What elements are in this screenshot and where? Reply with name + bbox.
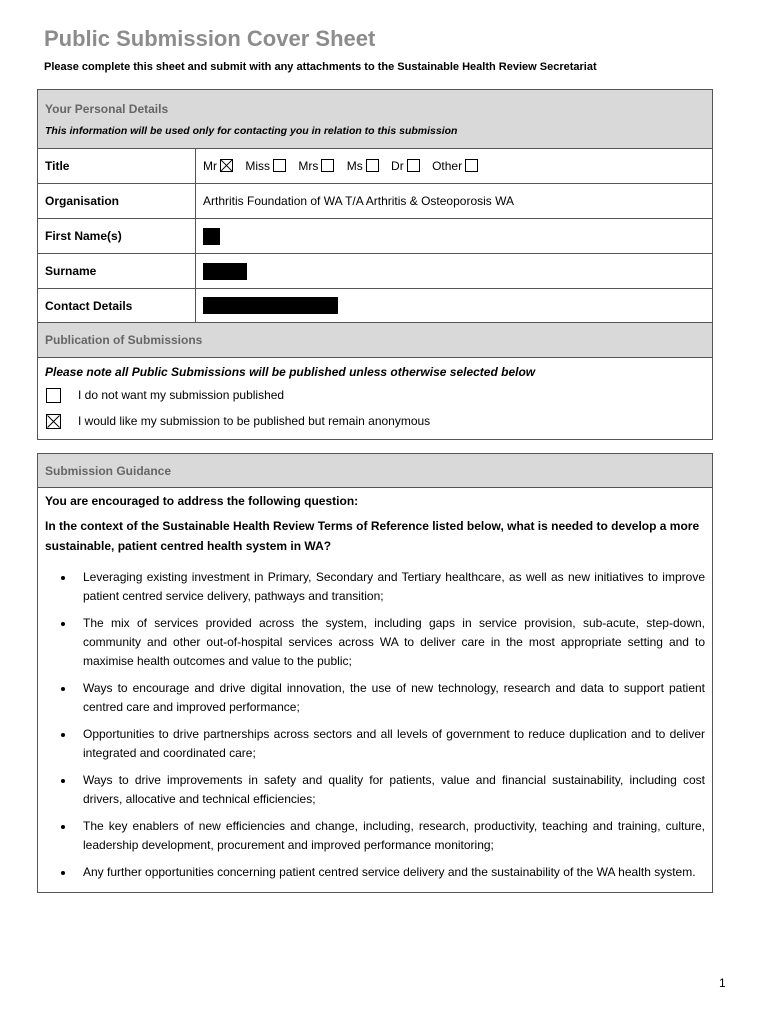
contact-details-field[interactable] [196,289,713,323]
personal-details-note: This information will be used only for contacting you in relation to this submission [45,124,458,137]
personal-details-heading: Your Personal Details [45,101,169,116]
organisation-label: Organisation [38,184,196,219]
title-option-dr-checkbox[interactable] [407,159,420,172]
publication-body [38,358,713,440]
guidance-bullet: • The key enablers of new efficiencies and change, including, research, productivity, teaching and training, culture, leadership development, procurement and improved performance monitoring; [75,817,705,855]
title-option-mr-label: Mr [203,159,217,173]
guidance-bullet: • Ways to drive improvements in safety and quality for patients, value and financial sustainability, including cost drivers, allocative and technical efficiencies; [75,771,705,809]
publication-note: Please note all Public Submissions will be published unless otherwise selected below [45,365,536,379]
guidance-bullet: • Leveraging existing investment in Primary, Secondary and Tertiary healthcare, as well as new initiatives to improve patient centred service delivery, pathways and transition; [75,568,705,606]
title-option-mrs-checkbox[interactable] [321,159,334,172]
publication-heading: Publication of Submissions [45,333,203,347]
title-options [196,149,713,184]
first-name-field[interactable] [196,219,713,254]
surname-label: Surname [38,254,196,289]
title-option-dr-label: Dr [391,159,404,173]
guidance-body [38,488,713,893]
title-option-miss-checkbox[interactable] [273,159,286,172]
page-subtitle: Please complete this sheet and submit with any attachments to the Sustainable Health Review Secretariat [44,61,597,73]
title-option-ms-checkbox[interactable] [366,159,379,172]
title-option-mr-checkbox[interactable] [220,159,233,172]
contact-details-redaction [203,297,338,314]
personal-details-table [37,89,713,440]
guidance-header [38,454,713,488]
title-option-miss-label: Miss [245,159,271,173]
title-option-other-checkbox[interactable] [465,159,478,172]
page-title: Public Submission Cover Sheet [44,26,376,51]
guidance-heading: Submission Guidance [45,463,172,478]
guidance-bullet: • Opportunities to drive partnerships across sectors and all levels of government to reduce duplication and to deliver integrated and coordinated care; [75,725,705,763]
no-publish-label: I do not want my submission published [78,388,285,402]
first-name-label: First Name(s) [38,219,196,254]
surname-field[interactable] [196,254,713,289]
contact-details-label: Contact Details [38,289,196,323]
no-publish-checkbox[interactable] [46,388,61,403]
submission-guidance-table [37,453,713,893]
organisation-value[interactable]: Arthritis Foundation of WA T/A Arthritis & Osteoporosis WA [196,184,713,219]
publication-option-no-publish[interactable] [45,382,705,408]
first-name-redaction [203,228,220,245]
surname-redaction [203,263,247,280]
title-option-mrs-label: Mrs [298,159,319,173]
guidance-intro: You are encouraged to address the following question: [45,494,359,508]
guidance-question: In the context of the Sustainable Health Review Terms of Reference listed below, what is needed to develop a more sustainable, patient centred health system in WA? [45,519,700,553]
guidance-bullet-list [45,568,705,882]
title-option-other-label: Other [432,159,463,173]
title-option-ms-label: Ms [346,159,363,173]
anonymous-checkbox[interactable] [46,414,61,429]
guidance-bullet: • Any further opportunities concerning patient centred service delivery and the sustainability of the WA health system. [75,863,705,882]
page-number: 1 [719,976,726,990]
publication-option-anonymous[interactable] [45,408,705,434]
anonymous-label: I would like my submission to be published but remain anonymous [78,414,431,428]
title-label: Title [38,149,196,184]
publication-header [38,323,713,358]
guidance-bullet: • Ways to encourage and drive digital innovation, the use of new technology, research and data to support patient centred care and improved performance; [75,679,705,717]
guidance-bullet: • The mix of services provided across the system, including gaps in service provision, sub-acute, step-down, community and other out-of-hospital services across WA to deliver care in the most appropriate setting and to maximise health outcomes and value to the public; [75,614,705,671]
personal-details-header [38,90,713,149]
